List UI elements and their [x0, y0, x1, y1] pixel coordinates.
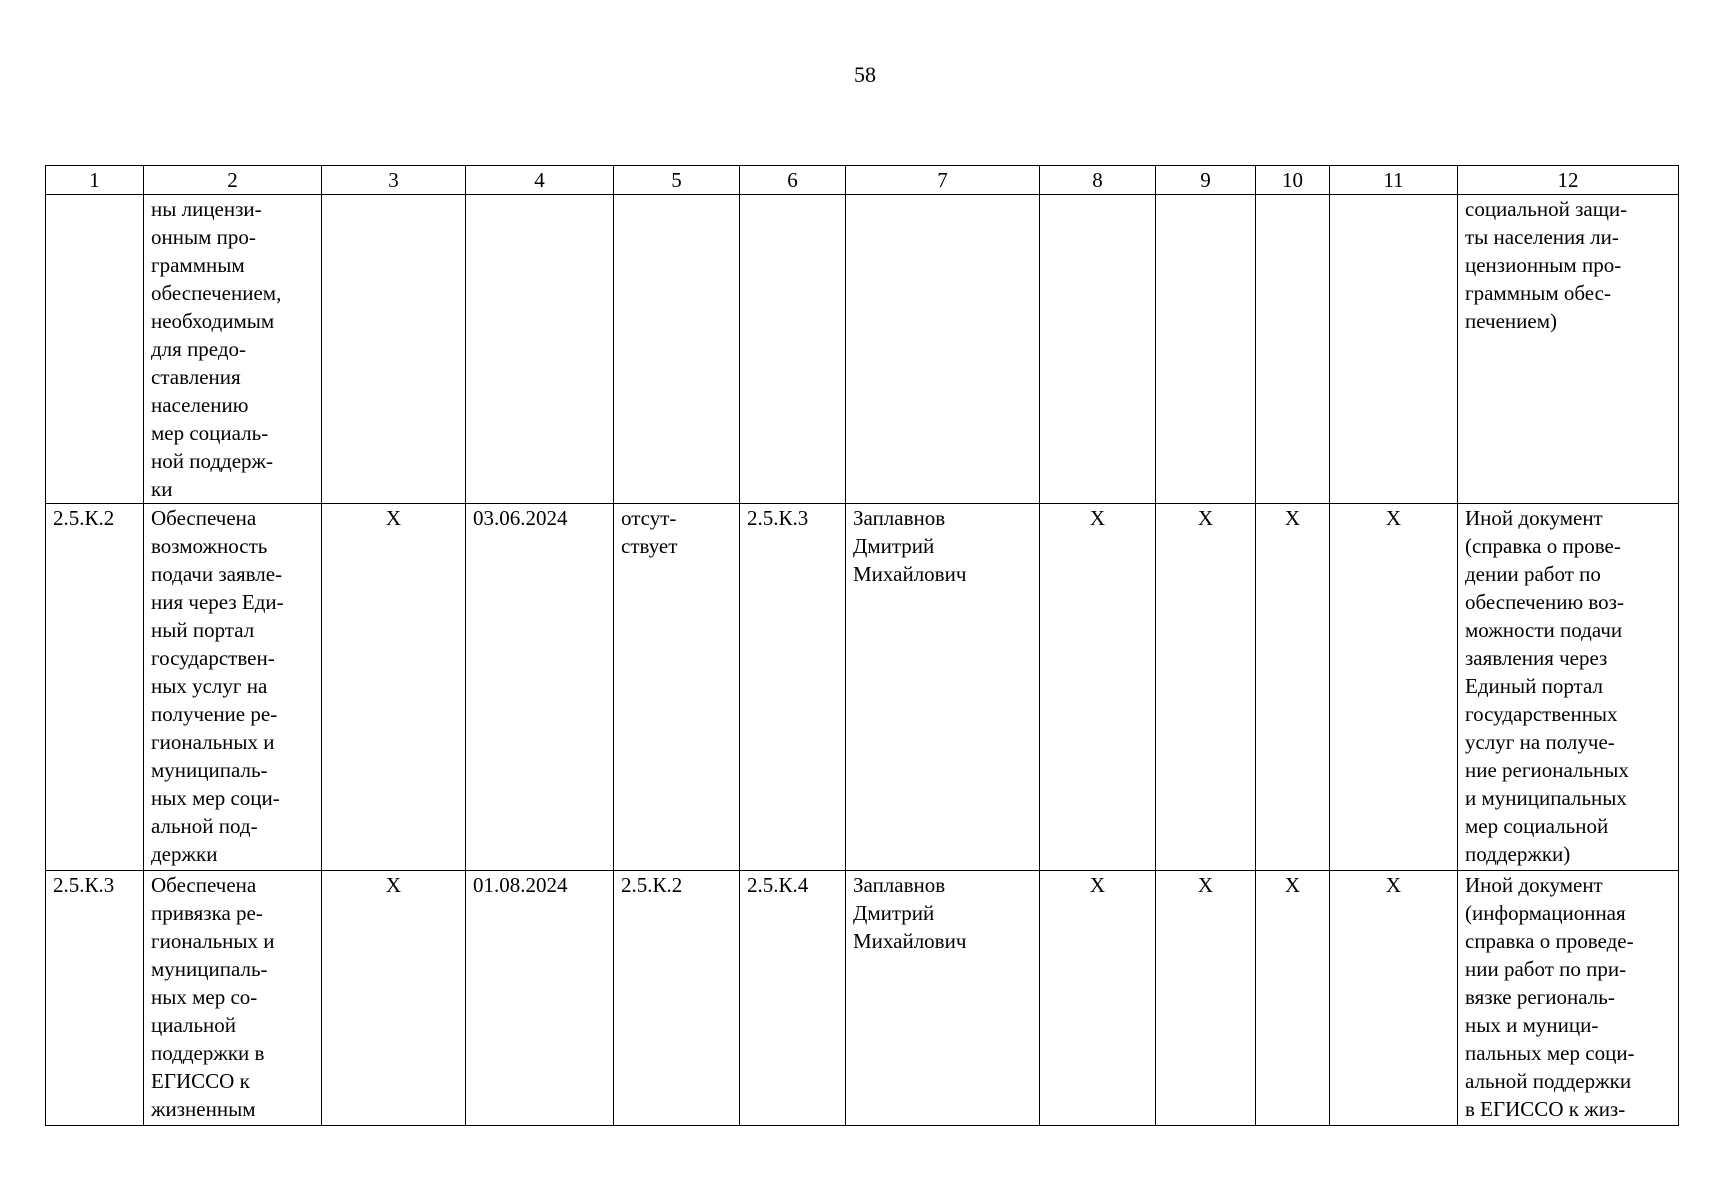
column-header-7: 7	[846, 166, 1040, 195]
cell-result-name: Обеспечена привязка ре- гиональных и муниципаль- ных мер со- циальной поддержки в ЕГИССО к жизненным	[144, 871, 322, 1126]
cell-col8: X	[1040, 871, 1156, 1126]
cell-col11: X	[1330, 504, 1458, 871]
page-number: 58	[854, 62, 876, 87]
cell-predecessor: отсут- ствует	[614, 504, 740, 871]
table-row	[46, 504, 1679, 871]
header-row	[46, 166, 1679, 195]
table-row	[46, 871, 1679, 1126]
cell-number	[46, 195, 144, 504]
cell-col9: X	[1156, 504, 1256, 871]
cell-col3: X	[322, 504, 466, 871]
column-header-1: 1	[46, 166, 144, 195]
column-header-5: 5	[614, 166, 740, 195]
cell-document: Иной документ (информационная справка о проведе- нии работ по при- вязке региональ- ных и муници- пальных мер соци- альной поддержки в ЕГИССО к жиз-	[1458, 871, 1679, 1126]
cell-col10: X	[1256, 871, 1330, 1126]
cell-responsible: Заплавнов Дмитрий Михайлович	[846, 871, 1040, 1126]
column-header-8: 8	[1040, 166, 1156, 195]
cell-date	[466, 195, 614, 504]
cell-col10: X	[1256, 504, 1330, 871]
column-header-4: 4	[466, 166, 614, 195]
cell-predecessor	[614, 195, 740, 504]
column-header-2: 2	[144, 166, 322, 195]
cell-col10	[1256, 195, 1330, 504]
cell-number: 2.5.К.3	[46, 871, 144, 1126]
cell-document: социальной защи- ты населения ли- цензионным про- граммным обес- печением)	[1458, 195, 1679, 504]
cell-date: 03.06.2024	[466, 504, 614, 871]
cell-successor	[740, 195, 846, 504]
cell-result-name: ны лицензи- онным про- граммным обеспечением, необходимым для предо- ставления населению мер социаль- ной поддерж- ки	[144, 195, 322, 504]
cell-col3: X	[322, 871, 466, 1126]
column-header-3: 3	[322, 166, 466, 195]
cell-date: 01.08.2024	[466, 871, 614, 1126]
column-header-9: 9	[1156, 166, 1256, 195]
table-row-continuation	[46, 195, 1679, 504]
cell-successor: 2.5.К.4	[740, 871, 846, 1126]
cell-document: Иной документ (справка о прове- дении работ по обеспечению воз- можности подачи заявления через Единый портал государственных услуг на получе- ние региональных и муниципальных мер социальной поддержки)	[1458, 504, 1679, 871]
cell-responsible: Заплавнов Дмитрий Михайлович	[846, 504, 1040, 871]
column-header-12: 12	[1458, 166, 1679, 195]
cell-predecessor: 2.5.К.2	[614, 871, 740, 1126]
cell-col8: X	[1040, 504, 1156, 871]
cell-responsible	[846, 195, 1040, 504]
cell-col9	[1156, 195, 1256, 504]
cell-col11	[1330, 195, 1458, 504]
cell-col11: X	[1330, 871, 1458, 1126]
cell-number: 2.5.К.2	[46, 504, 144, 871]
cell-col8	[1040, 195, 1156, 504]
column-header-10: 10	[1256, 166, 1330, 195]
column-header-11: 11	[1330, 166, 1458, 195]
cell-successor: 2.5.К.3	[740, 504, 846, 871]
column-header-6: 6	[740, 166, 846, 195]
cell-result-name: Обеспечена возможность подачи заявле- ния через Еди- ный портал государствен- ных услуг на получение ре- гиональных и муниципаль- ных мер соци- альной под- держки	[144, 504, 322, 871]
cell-col9: X	[1156, 871, 1256, 1126]
plan-table	[45, 165, 1679, 1126]
cell-col3	[322, 195, 466, 504]
